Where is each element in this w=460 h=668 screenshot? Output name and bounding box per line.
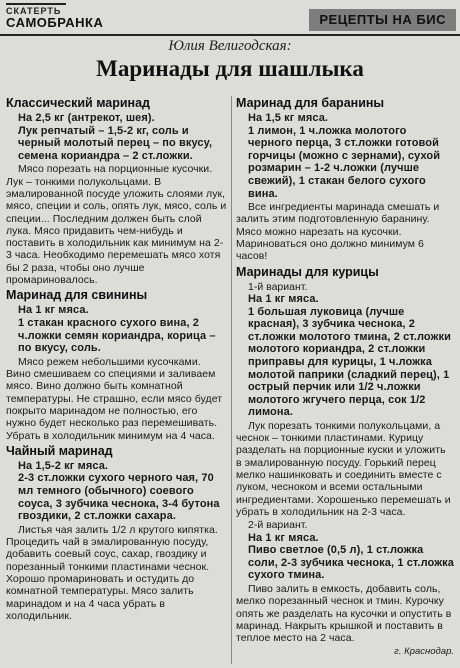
recipe-text: Все ингредиенты маринада смешать и залить этим подготовленную баранину. Мясо можно нарезать на кусочки. Мариноваться оно должно минимум 6 часов!	[236, 201, 440, 263]
brand-top-text: СКАТЕРТЬ	[6, 3, 66, 16]
ingredients-amount: На 1,5-2 кг мяса.	[18, 459, 109, 472]
ingredients-list: 2-3 ст.ложки сухого черного чая, 70 мл темного (обычного) соевого соуса, 3 зубчика чеснока, 3-4 бутона гвоздики, 2 ст.ложки сахара.	[18, 472, 220, 523]
ingredients-amount: На 1,5 кг мяса.	[248, 112, 329, 124]
recipe-text: Мясо режем небольшими кусочками. Вино смешиваем со специями и заливаем мясо. Вино должно быть комнатной температуры. Не страшно, если мясо будет покрыто маринадом не полностью, его нужно будет несколько раз перемешивать. Убрать в холодильник минимум на 4 часа.	[6, 355, 223, 442]
recipe-heading-classic: Классический маринад	[6, 96, 150, 110]
variant-label: 1-й вариант.	[248, 280, 308, 293]
ingredients-amount: На 1 кг мяса.	[248, 292, 319, 305]
recipe-heading-chicken: Маринады для курицы	[236, 264, 379, 279]
brand-bottom-text: САМОБРАНКА	[6, 15, 104, 30]
page-header	[0, 0, 460, 36]
ingredients-list: 1 большая луковица (лучше красная), 3 зубчика чеснока, 2 ст.ложки молотого тмина, 2 ст.ложки молотого кориандра, 2 ст.ложки приправы для курицы, 1 ч.ложка молотой паприки (сладкий перец), 1 острый перчик или 1/2 ч.ложки молотого жгучего перца, сок 1/2 лимона.	[248, 305, 451, 419]
variant-label: 2-й вариант.	[248, 519, 308, 532]
ingredients-list: Лук репчатый – 1,5-2 кг, соль и черный молотый перец – по вкусу, семена кориандра – 2 ст.ложки.	[18, 124, 213, 162]
brand-logo	[4, 3, 104, 29]
article-signature: г. Краснодар.	[394, 646, 454, 658]
recipe-text: Мясо порезать на порционные кусочки. Лук – тонкими полукольцами. В эмалированной посуде уложить слоями лук, мясо, специи и соль, опять лук, мясо, соль и специи... Последним должен быть слой лука. Мясо придавить чем-нибудь и поставить в холодильник как минимум на 2-3 часа. Необходимо перемешать мясо хотя бы 2 раза, чтобы оно лучше промариновалось.	[6, 163, 227, 287]
recipe-heading-pork: Маринад для свинины	[6, 288, 148, 303]
recipe-text: Листья чая залить 1/2 л крутого кипятка. Процедить чай в эмалированную посуду, добавить соевый соус, сахар, гвоздику и порезанный тонкими пластинами чеснок. Хорошо промариновать и остудить до комнатной температуры. Мясо залить маринадом и на 4 часа убрать в холодильник.	[6, 523, 218, 622]
ingredients-amount: На 2,5 кг (антрекот, шея).	[18, 112, 155, 124]
recipe-text: Лук порезать тонкими полукольцами, а чеснок – тонкими пластинами. Курицу разделать на порционные куски и уложить в эмалированную посуду. Горький перец мелко нашинковать и соединить вместе с луком, чесноком и всеми остальными ингредиентами. Хорошенько перемешать и убрать в холодильник на 2-3 часа.	[236, 419, 451, 518]
article-title: Маринады для шашлыка	[96, 56, 364, 81]
column-divider	[231, 96, 232, 664]
recipe-heading-tea: Чайный маринад	[6, 443, 113, 458]
ingredients-list: 1 стакан красного сухого вина, 2 ч.ложки семян кориандра, корица – по вкусу, соль.	[18, 316, 216, 355]
ingredients-list: 1 лимон, 1 ч.ложка молотого черного перца, 3 ст.ложки готовой горчицы (можно с зернами), сухой розмарин – 1-2 ч.ложки (лучше свежий), 1 стакан белого сухого вина.	[248, 124, 441, 200]
ingredients-amount: На 1 кг мяса.	[18, 304, 89, 317]
recipe-text: Пиво залить в емкость, добавить соль, мелко порезанный чеснок и тмин. Курочку опять же разделать на кусочки и опустить в маринад. Накрыть крышкой и поставить в теплое место на 2 часа.	[236, 582, 452, 645]
recipe-heading-lamb: Маринад для баранины	[236, 96, 385, 110]
ingredients-amount: На 1 кг мяса.	[248, 531, 319, 544]
article-author: Юлия Велигодская:	[168, 38, 292, 54]
left-column	[6, 94, 228, 664]
right-column	[236, 94, 454, 664]
section-tag: РЕЦЕПТЫ НА БИС	[309, 9, 456, 31]
ingredients-list: Пиво светлое (0,5 л), 1 ст.ложка соли, 2-3 зубчика чеснока, 1 ст.ложка сухого тмина.	[248, 544, 454, 582]
